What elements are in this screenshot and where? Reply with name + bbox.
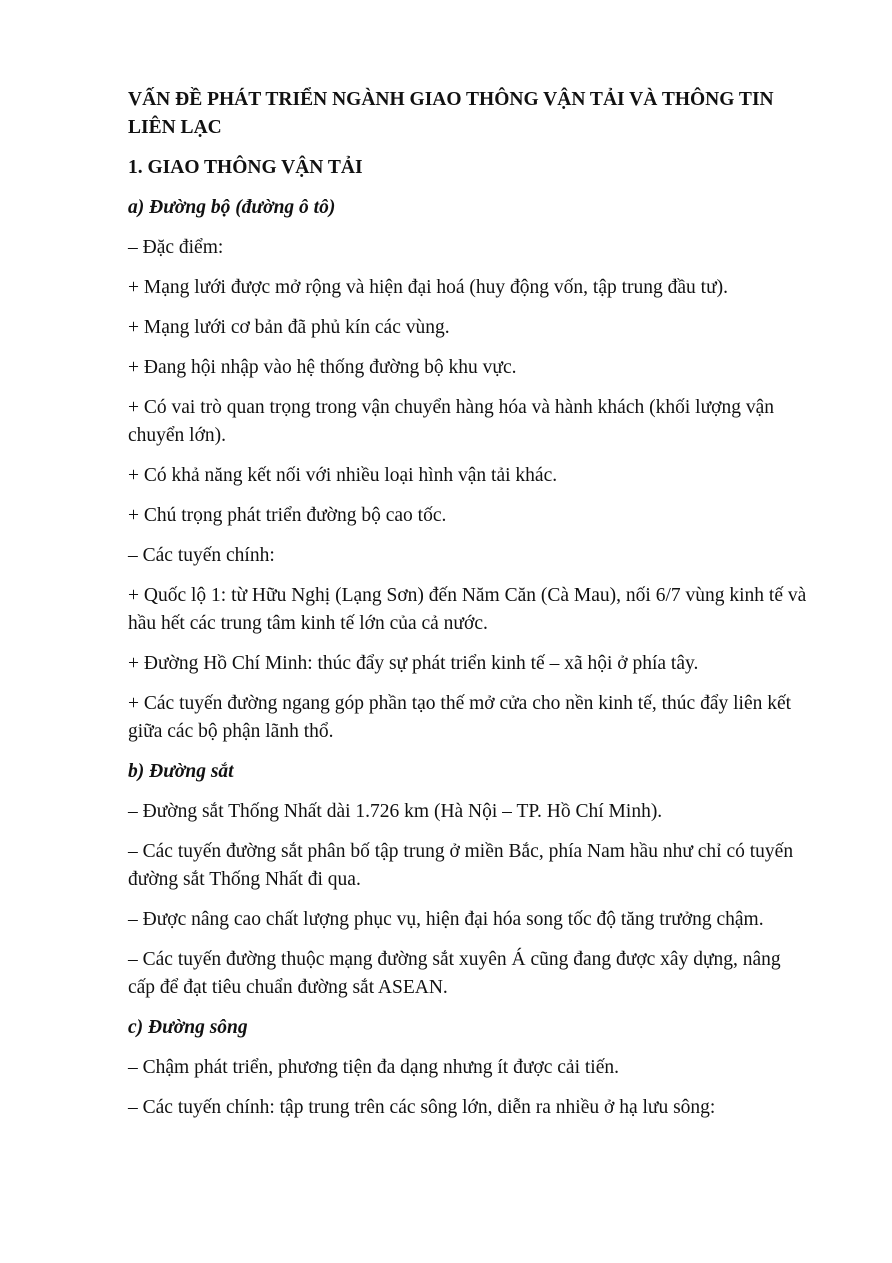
river-item: – Các tuyến chính: tập trung trên các sông lớn, diễn ra nhiều ở hạ lưu sông: xyxy=(128,1097,716,1118)
road-feature-item: + Có vai trò quan trọng trong vận chuyển hàng hóa và hành khách (khối lượng vận chuyển lớn). xyxy=(128,397,774,446)
document-body xyxy=(128,86,808,1134)
river-item: – Chậm phát triển, phương tiện đa dạng nhưng ít được cải tiến. xyxy=(128,1057,619,1078)
document-title: VẤN ĐỀ PHÁT TRIỂN NGÀNH GIAO THÔNG VẬN TẢI VÀ THÔNG TIN LIÊN LẠC xyxy=(128,89,774,138)
rail-item: – Được nâng cao chất lượng phục vụ, hiện đại hóa song tốc độ tăng trưởng chậm. xyxy=(128,909,764,930)
road-feature-item: + Mạng lưới cơ bản đã phủ kín các vùng. xyxy=(128,317,450,338)
road-feature-item: + Mạng lưới được mở rộng và hiện đại hoá (huy động vốn, tập trung đầu tư). xyxy=(128,277,729,298)
road-features-label: – Đặc điểm: xyxy=(128,237,224,258)
subsection-heading-river: c) Đường sông xyxy=(128,1017,248,1038)
subsection-heading-rail: b) Đường sắt xyxy=(128,761,234,782)
road-feature-item: + Chú trọng phát triển đường bộ cao tốc. xyxy=(128,505,447,526)
road-feature-item: + Đang hội nhập vào hệ thống đường bộ khu vực. xyxy=(128,357,517,378)
road-route-item: + Đường Hồ Chí Minh: thúc đẩy sự phát triển kinh tế – xã hội ở phía tây. xyxy=(128,653,699,674)
rail-item: – Đường sắt Thống Nhất dài 1.726 km (Hà Nội – TP. Hồ Chí Minh). xyxy=(128,801,663,822)
road-routes-label: – Các tuyến chính: xyxy=(128,545,275,566)
subsection-heading-road: a) Đường bộ (đường ô tô) xyxy=(128,197,336,218)
road-route-item: + Các tuyến đường ngang góp phần tạo thế mở cửa cho nền kinh tế, thúc đẩy liên kết giữa các bộ phận lãnh thổ. xyxy=(128,693,792,742)
section-heading-transport: 1. GIAO THÔNG VẬN TẢI xyxy=(128,157,363,178)
road-route-item: + Quốc lộ 1: từ Hữu Nghị (Lạng Sơn) đến Năm Căn (Cà Mau), nối 6/7 vùng kinh tế và hầu hết các trung tâm kinh tế lớn của cả nước. xyxy=(128,585,807,634)
rail-item: – Các tuyến đường sắt phân bố tập trung ở miền Bắc, phía Nam hầu như chỉ có tuyến đường sắt Thống Nhất đi qua. xyxy=(128,841,794,890)
rail-item: – Các tuyến đường thuộc mạng đường sắt xuyên Á cũng đang được xây dựng, nâng cấp để đạt tiêu chuẩn đường sắt ASEAN. xyxy=(128,949,781,998)
road-feature-item: + Có khả năng kết nối với nhiều loại hình vận tải khác. xyxy=(128,465,558,486)
